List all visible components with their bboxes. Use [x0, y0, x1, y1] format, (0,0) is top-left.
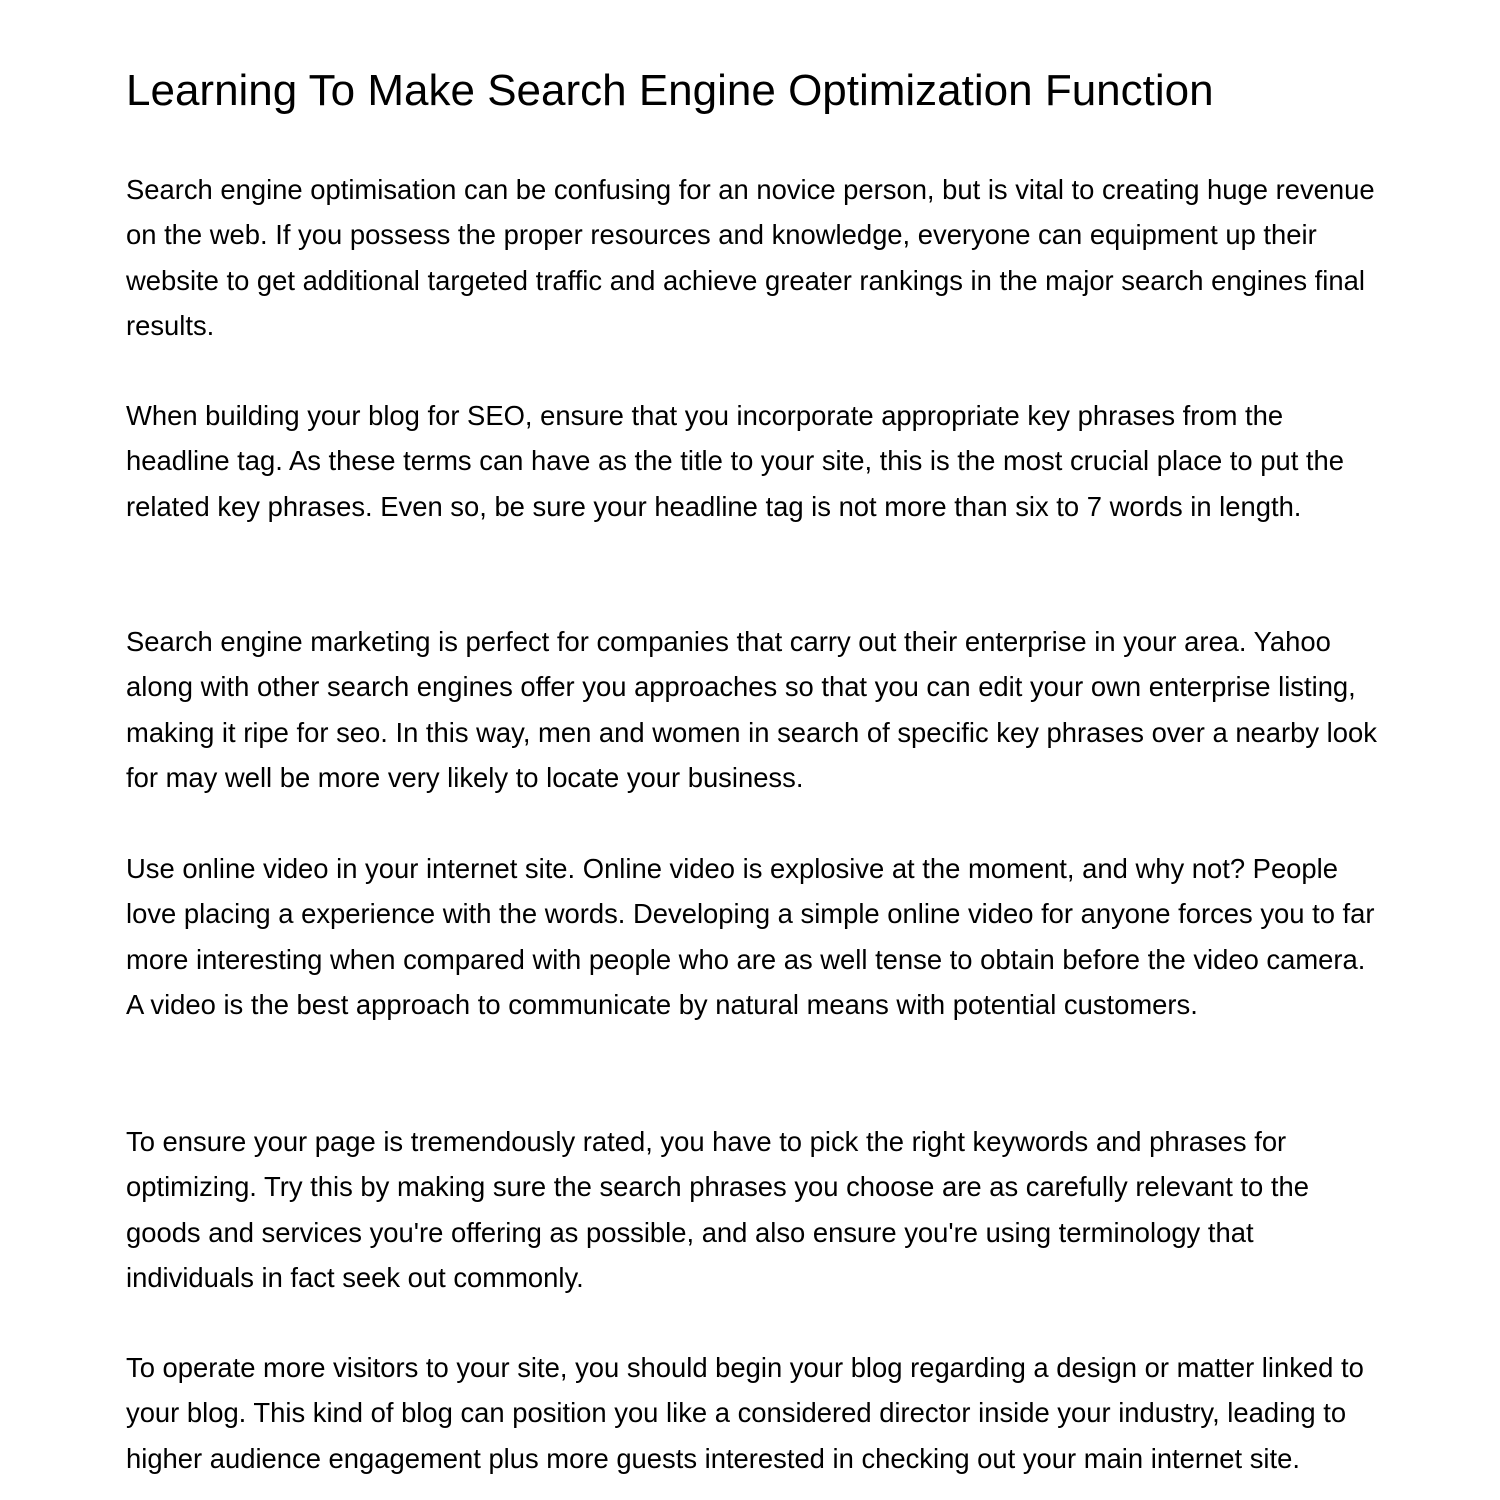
paragraph-3: Search engine marketing is perfect for companies that carry out their enterprise in your area. Yahoo along with other search engines offer you approaches so that you can edit your own enterprise listing, making it ripe for seo. In this way, men and women in search of specific key phrases over a nearby look for may well be more very likely to locate your business.: [126, 626, 1377, 794]
document-title: Learning To Make Search Engine Optimization Function: [126, 66, 1214, 115]
paragraph-6: To operate more visitors to your site, you should begin your blog regarding a design or matter linked to your blog. This kind of blog can position you like a considered director inside your industry, leading to higher audience engagement plus more guests interested in checking out your main internet site.: [126, 1352, 1364, 1474]
paragraph-2: When building your blog for SEO, ensure that you incorporate appropriate key phrases from the headline tag. As these terms can have as the title to your site, this is the most crucial place to put the related key phrases. Even so, be sure your headline tag is not more than six to 7 words in length.: [126, 400, 1345, 522]
paragraph-5: To ensure your page is tremendously rated, you have to pick the right keywords and phrases for optimizing. Try this by making sure the search phrases you choose are as carefully relevant to the goods and services you're offering as possible, and also ensure you're using terminology that individuals in fact seek out commonly.: [126, 1126, 1309, 1294]
paragraph-1: Search engine optimisation can be confusing for an novice person, but is vital to creating huge revenue on the web. If you possess the proper resources and knowledge, everyone can equipment up their website to get additional targeted traffic and achieve greater rankings in the major search engines final results.: [126, 174, 1375, 342]
paragraph-4: Use online video in your internet site. Online video is explosive at the moment, and why not? People love placing a experience with the words. Developing a simple online video for anyone forces you to far more interesting when compared with people who are as well tense to obtain before the video camera. A video is the best approach to communicate by natural means with potential customers.: [126, 853, 1375, 1021]
